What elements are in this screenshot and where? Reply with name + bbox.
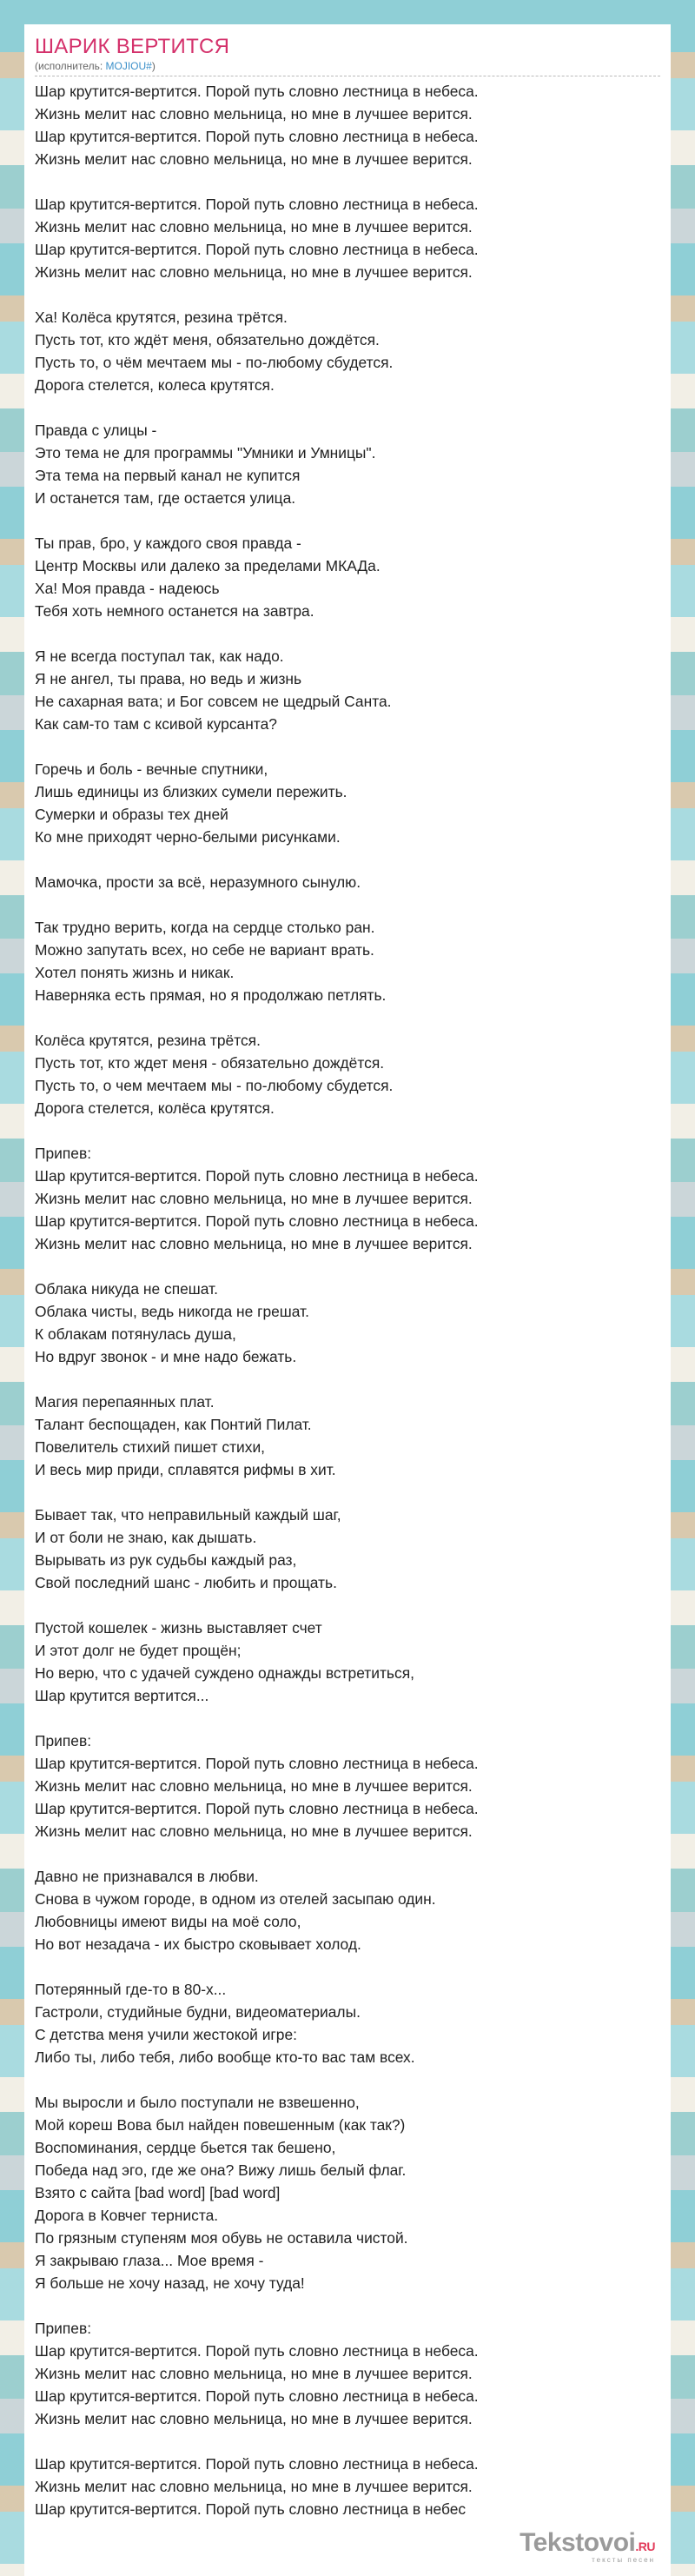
lyric-line: Шар крутится-вертится. Порой путь словно лестница в небеса. [35,241,479,258]
lyrics-card [24,24,671,2576]
lyric-line: Либо ты, либо тебя, либо вообще кто-то вас там всех. [35,2048,415,2066]
lyric-line: Можно запутать всех, но себе не вариант врать. [35,941,374,959]
lyric-line: Как сам-то там с ксивой курсанта? [35,715,277,733]
lyric-line: Мамочка, прости за всё, неразумного сынулю. [35,873,361,891]
lyric-line: Ха! Моя правда - надеюсь [35,580,220,597]
lyric-line: Жизнь мелит нас словно мельница, но мне в лучшее верится. [35,263,473,281]
lyric-line: Но вот незадача - их быстро сковывает холод. [35,1935,361,1953]
lyric-line: Шар крутится-вертится. Порой путь словно лестница в небеса. [35,196,479,213]
lyric-line: И весь мир приди, сплавятся рифмы в хит. [35,1461,336,1478]
stanza-gap [35,735,660,758]
lyric-line: Но верю, что с удачей суждено однажды встретиться, [35,1664,414,1682]
logo-brand-main: Tekstovoi [520,2528,636,2557]
lyric-line: Наверняка есть прямая, но я продолжаю петлять. [35,986,387,1004]
lyric-line: Воспоминания, сердце бьется так бешено, [35,2139,336,2156]
lyric-line: Тебя хоть немного останется на завтра. [35,602,314,620]
lyric-line: Жизнь мелит нас словно мельница, но мне в лучшее верится. [35,150,473,168]
lyric-line: Шар крутится-вертится. Порой путь словно лестница в небеса. [35,2387,479,2405]
lyric-line: Шар крутится-вертится. Порой путь словно лестница в небеса. [35,1212,479,1230]
lyric-line: Дорога стелется, колёса крутятся. [35,1099,275,1117]
stanza-gap [35,1006,660,1029]
lyric-line: Любовницы имеют виды на моё соло, [35,1913,301,1930]
lyric-line: Это тема не для программы "Умники и Умницы". [35,444,376,461]
lyric-line: К облакам потянулась душа, [35,1325,236,1343]
lyric-line: Шар крутится-вертится. Порой путь словно лестница в небеса. [35,1167,479,1185]
lyric-line: По грязным ступеням моя обувь не оставила чистой. [35,2229,408,2247]
stanza-gap [35,2068,660,2091]
stanza-gap [35,283,660,306]
artist-line [35,59,660,76]
lyric-line: Ха! Колёса крутятся, резина трётся. [35,309,288,326]
lyric-line: Эта тема на первый канал не купится [35,467,301,484]
lyric-line: Талант беспощаден, как Понтий Пилат. [35,1416,312,1433]
lyric-line: Победа над эго, где же она? Вижу лишь белый флаг. [35,2161,407,2179]
lyric-line: Жизнь мелит нас словно мельница, но мне в лучшее верится. [35,1235,473,1252]
stanza-gap [35,2430,660,2453]
lyric-line: Облака чисты, ведь никогда не грешат. [35,1303,309,1320]
lyric-line: Я не всегда поступал так, как надо. [35,647,284,665]
lyric-line: И останется там, где остается улица. [35,489,296,507]
lyric-line: Жизнь мелит нас словно мельница, но мне в лучшее верится. [35,105,473,123]
lyric-line: Хотел понять жизнь и никак. [35,964,235,981]
lyric-line: Лишь единицы из близких сумели пережить. [35,783,348,800]
stanza-gap [35,893,660,916]
lyric-line: Ко мне приходят черно-белыми рисунками. [35,828,341,846]
lyric-line: Правда с улицы - [35,422,157,439]
stanza-gap [35,622,660,645]
lyric-line: Жизнь мелит нас словно мельница, но мне в лучшее верится. [35,1777,473,1795]
lyric-line: Горечь и боль - вечные спутники, [35,760,268,778]
lyric-line: Шар крутится-вертится. Порой путь словно лестница в небеса. [35,1755,479,1772]
stanza-gap [35,396,660,419]
lyric-line: Снова в чужом городе, в одном из отелей засыпаю один. [35,1890,436,1908]
lyric-line: Потерянный где-то в 80-х... [35,1981,227,1998]
lyric-line: Магия перепаянных плат. [35,1393,215,1411]
lyric-line: Мы выросли и было поступали не взвешенно, [35,2094,360,2111]
lyric-line: Жизнь мелит нас словно мельница, но мне в лучшее верится. [35,2410,473,2427]
lyric-line: Центр Москвы или далеко за пределами МКАДа. [35,557,381,574]
stanza-gap [35,1707,660,1730]
lyric-line: И этот долг не будет прощён; [35,1642,242,1659]
lyric-line: Пусть тот, кто ждет меня - обязательно дождётся. [35,1054,385,1072]
stanza-gap [35,1368,660,1391]
stanza-gap [35,1481,660,1504]
lyric-line: Шар крутится-вертится. Порой путь словно лестница в небеса. [35,128,479,145]
lyric-line: Шар крутится-вертится. Порой путь словно лестница в небеса. [35,2342,479,2360]
stanza-gap [35,1119,660,1142]
stanza-gap [35,1842,660,1865]
stanza-gap [35,1955,660,1978]
lyric-line: Шар крутится-вертится. Порой путь словно лестница в небеса. [35,1800,479,1817]
logo-brand [520,2530,655,2556]
lyric-line: Облака никуда не спешат. [35,1280,218,1298]
lyric-line: Шар крутится-вертится. Порой путь словно лестница в небеса. [35,2455,479,2473]
lyric-line: Пусть то, о чём мечтаем мы - по-любому сбудется. [35,354,394,371]
lyric-line: Пусть тот, кто ждёт меня, обязательно дождётся. [35,331,380,349]
lyric-line: И от боли не знаю, как дышать. [35,1529,257,1546]
lyric-line: Жизнь мелит нас словно мельница, но мне в лучшее верится. [35,1190,473,1207]
lyric-line: Припев: [35,1732,92,1749]
lyric-line: Шар крутится вертится... [35,1687,209,1704]
lyric-line: Взято с сайта [bad word] [bad word] [35,2184,281,2201]
lyric-line: Не сахарная вата; и Бог совсем не щедрый Санта. [35,693,392,710]
stanza-gap [35,1255,660,1278]
lyric-line: С детства меня учили жестокой игре: [35,2026,297,2043]
lyric-line: Припев: [35,2320,92,2337]
artist-link[interactable]: MOJIOU# [105,60,152,72]
stanza-gap [35,170,660,193]
lyric-line: Гастроли, студийные будни, видеоматериалы. [35,2003,361,2021]
lyric-line: Шар крутится-вертится. Порой путь словно лестница в небес [35,2500,467,2518]
lyric-line: Мой кореш Вова был найден повешенным (как так?) [35,2116,406,2134]
logo-brand-tld: .RU [635,2539,655,2553]
site-logo[interactable] [520,2530,655,2564]
stanza-gap [35,509,660,532]
lyric-line: Я больше не хочу назад, не хочу туда! [35,2274,305,2292]
lyric-line: Сумерки и образы тех дней [35,806,228,823]
lyric-line: Припев: [35,1145,92,1162]
lyric-line: Так трудно верить, когда на сердце столько ран. [35,919,375,936]
lyric-line: Свой последний шанс - любить и прощать. [35,1574,337,1591]
lyric-line: Я закрываю глаза... Мое время - [35,2252,264,2269]
lyric-line: Но вдруг звонок - и мне надо бежать. [35,1348,297,1365]
lyrics-text [35,80,660,2520]
artist-suffix: ) [151,60,156,72]
lyric-line: Колёса крутятся, резина трётся. [35,1032,261,1049]
logo-tagline: тексты песен [592,2556,655,2564]
lyric-line: Жизнь мелит нас словно мельница, но мне в лучшее верится. [35,2478,473,2495]
lyric-line: Пусть то, о чем мечтаем мы - по-любому сбудется. [35,1077,394,1094]
lyric-line: Ты прав, бро, у каждого своя правда - [35,534,301,552]
lyric-line: Повелитель стихий пишет стихи, [35,1438,265,1456]
lyric-line: Давно не признавался в любви. [35,1868,259,1885]
lyric-line: Дорога в Ковчег терниста. [35,2207,219,2224]
lyric-line: Жизнь мелит нас словно мельница, но мне в лучшее верится. [35,218,473,236]
lyric-line: Я не ангел, ты права, но ведь и жизнь [35,670,302,687]
stanza-gap [35,1594,660,1617]
lyric-line: Шар крутится-вертится. Порой путь словно лестница в небеса. [35,83,479,100]
stanza-gap [35,2294,660,2317]
stanza-gap [35,848,660,871]
song-title: ШАРИК ВЕРТИТСЯ [35,35,230,58]
lyric-line: Жизнь мелит нас словно мельница, но мне в лучшее верится. [35,1822,473,1840]
lyric-line: Жизнь мелит нас словно мельница, но мне в лучшее верится. [35,2365,473,2382]
artist-prefix: (исполнитель: [35,60,106,72]
lyric-line: Пустой кошелек - жизнь выставляет счет [35,1619,322,1637]
lyric-line: Вырывать из рук судьбы каждый раз, [35,1551,297,1569]
lyric-line: Дорога стелется, колеса крутятся. [35,376,275,394]
lyric-line: Бывает так, что неправильный каждый шаг, [35,1506,341,1524]
